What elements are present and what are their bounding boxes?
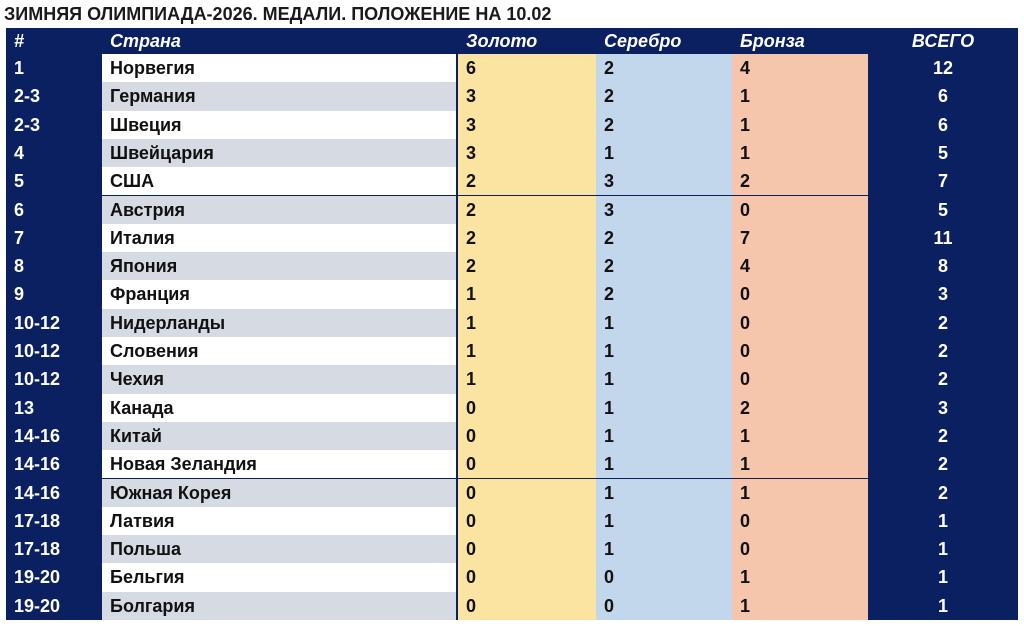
cell-rank: 17-18 (14, 510, 61, 531)
cell-gold: 0 (458, 479, 596, 507)
cell-rank: 10-12 (14, 341, 61, 361)
cell-silver: 1 (596, 337, 732, 365)
cell-bronze: 4 (732, 54, 868, 82)
table-row (6, 54, 1018, 82)
cell-gold: 3 (458, 111, 596, 139)
cell-total: 11 (933, 227, 953, 248)
table-row (6, 535, 1018, 563)
cell-rank: 13 (14, 397, 35, 418)
cell-silver: 1 (596, 422, 732, 450)
cell-total: 1 (937, 595, 948, 616)
cell-country: Норвегия (102, 54, 456, 82)
cell-silver: 2 (596, 54, 732, 82)
cell-silver: 1 (596, 479, 732, 507)
cell-silver: 2 (596, 252, 732, 280)
cell-bronze: 7 (732, 224, 868, 252)
cell-country: Германия (102, 82, 456, 110)
cell-silver: 2 (596, 280, 732, 308)
cell-silver: 0 (596, 592, 732, 620)
cell-gold: 0 (458, 563, 596, 591)
cell-country: Швеция (102, 111, 456, 139)
cell-gold: 1 (458, 337, 596, 365)
cell-rank: 10-12 (14, 312, 61, 333)
cell-rank: 19-20 (14, 595, 61, 616)
cell-gold: 1 (458, 309, 596, 337)
cell-country: Франция (102, 280, 456, 308)
cell-total: 3 (937, 397, 948, 418)
cell-gold: 0 (458, 592, 596, 620)
table-row (6, 196, 1018, 224)
table-row (6, 139, 1018, 167)
cell-rank: 10-12 (14, 369, 61, 390)
table-row (6, 167, 1018, 195)
table-header (6, 28, 1018, 56)
cell-silver: 1 (596, 535, 732, 563)
cell-rank: 5 (14, 171, 25, 192)
cell-bronze: 0 (732, 535, 868, 563)
cell-silver: 1 (596, 507, 732, 535)
cell-bronze: 0 (732, 337, 868, 365)
cell-silver: 1 (596, 309, 732, 337)
cell-rank: 1 (14, 58, 25, 78)
cell-country: Швейцария (102, 139, 456, 167)
table-row (6, 592, 1018, 620)
cell-total: 2 (937, 341, 948, 361)
cell-total: 6 (937, 86, 948, 107)
table-row (6, 111, 1018, 139)
cell-rank: 17-18 (14, 539, 61, 560)
cell-rank: 4 (14, 142, 25, 163)
cell-bronze: 0 (732, 507, 868, 535)
table-row (6, 394, 1018, 422)
cell-rank: 14-16 (14, 425, 61, 446)
cell-gold: 0 (458, 535, 596, 563)
cell-country: Польша (102, 535, 456, 563)
cell-gold: 0 (458, 394, 596, 422)
table-row (6, 422, 1018, 450)
cell-silver: 0 (596, 563, 732, 591)
cell-total: 2 (937, 454, 948, 475)
cell-gold: 3 (458, 139, 596, 167)
cell-rank: 14-16 (14, 482, 61, 503)
cell-bronze: 2 (732, 394, 868, 422)
cell-silver: 1 (596, 450, 732, 478)
cell-silver: 3 (596, 196, 732, 224)
cell-bronze: 2 (732, 167, 868, 195)
table-row (6, 309, 1018, 337)
cell-country: Австрия (102, 196, 456, 224)
cell-country: Новая Зеландия (102, 450, 456, 478)
cell-gold: 2 (458, 252, 596, 280)
cell-country: Южная Корея (102, 479, 456, 507)
cell-bronze: 4 (732, 252, 868, 280)
table-row (6, 450, 1018, 478)
cell-total: 2 (937, 369, 948, 390)
cell-total: 2 (937, 312, 948, 333)
cell-silver: 2 (596, 111, 732, 139)
cell-silver: 1 (596, 394, 732, 422)
cell-total: 2 (937, 482, 948, 503)
cell-rank: 9 (14, 284, 25, 305)
table-row (6, 252, 1018, 280)
cell-total: 1 (937, 539, 948, 560)
cell-total: 5 (937, 199, 948, 220)
cell-country: Словения (102, 337, 456, 365)
cell-country: Китай (102, 422, 456, 450)
header-gold: Золото (466, 31, 538, 51)
cell-total: 1 (937, 510, 948, 531)
cell-gold: 0 (458, 450, 596, 478)
cell-total: 7 (937, 171, 948, 192)
header-country: Страна (110, 31, 181, 51)
header-bronze: Бронза (740, 31, 805, 51)
cell-bronze: 0 (732, 280, 868, 308)
cell-bronze: 0 (732, 309, 868, 337)
cell-bronze: 1 (732, 563, 868, 591)
cell-gold: 6 (458, 54, 596, 82)
header-silver: Серебро (604, 31, 682, 51)
table-row (6, 224, 1018, 252)
table-row (6, 365, 1018, 393)
cell-rank: 8 (14, 256, 25, 277)
cell-rank: 14-16 (14, 454, 61, 475)
cell-total: 12 (932, 58, 954, 78)
cell-rank: 2-3 (14, 114, 41, 135)
cell-bronze: 1 (732, 479, 868, 507)
cell-country: Япония (102, 252, 456, 280)
cell-country: США (102, 167, 456, 195)
cell-country: Болгария (102, 592, 456, 620)
cell-silver: 1 (596, 365, 732, 393)
cell-rank: 19-20 (14, 567, 61, 588)
cell-gold: 1 (458, 365, 596, 393)
cell-gold: 3 (458, 82, 596, 110)
cell-gold: 1 (458, 280, 596, 308)
cell-rank: 2-3 (14, 86, 41, 107)
cell-silver: 1 (596, 139, 732, 167)
cell-country: Бельгия (102, 563, 456, 591)
header-total: ВСЕГО (911, 31, 975, 51)
cell-gold: 0 (458, 507, 596, 535)
table-row (6, 82, 1018, 110)
cell-gold: 2 (458, 196, 596, 224)
table-row (6, 563, 1018, 591)
cell-bronze: 0 (732, 196, 868, 224)
table-row (6, 280, 1018, 308)
table-row (6, 507, 1018, 535)
cell-country: Латвия (102, 507, 456, 535)
cell-bronze: 0 (732, 365, 868, 393)
cell-bronze: 1 (732, 82, 868, 110)
cell-total: 1 (937, 567, 948, 588)
cell-silver: 2 (596, 224, 732, 252)
cell-bronze: 1 (732, 422, 868, 450)
table-row (6, 337, 1018, 365)
cell-silver: 3 (596, 167, 732, 195)
cell-bronze: 1 (732, 592, 868, 620)
cell-total: 2 (937, 425, 948, 446)
page-title: ЗИМНЯЯ ОЛИМПИАДА-2026. МЕДАЛИ. ПОЛОЖЕНИЕ НА 10.02 (4, 4, 552, 24)
cell-total: 5 (937, 142, 948, 163)
cell-bronze: 1 (732, 450, 868, 478)
cell-country: Чехия (102, 365, 456, 393)
cell-rank: 6 (14, 199, 25, 220)
cell-gold: 0 (458, 422, 596, 450)
cell-gold: 2 (458, 224, 596, 252)
cell-bronze: 1 (732, 139, 868, 167)
cell-total: 3 (937, 284, 948, 305)
cell-country: Италия (102, 224, 456, 252)
header-rank: # (14, 31, 25, 51)
cell-country: Канада (102, 394, 456, 422)
cell-rank: 7 (14, 227, 25, 248)
medal-table (6, 28, 1018, 620)
cell-bronze: 1 (732, 111, 868, 139)
cell-total: 8 (937, 256, 948, 277)
cell-country: Нидерланды (102, 309, 456, 337)
cell-silver: 2 (596, 82, 732, 110)
table-row (6, 479, 1018, 507)
cell-total: 6 (937, 114, 948, 135)
cell-gold: 2 (458, 167, 596, 195)
